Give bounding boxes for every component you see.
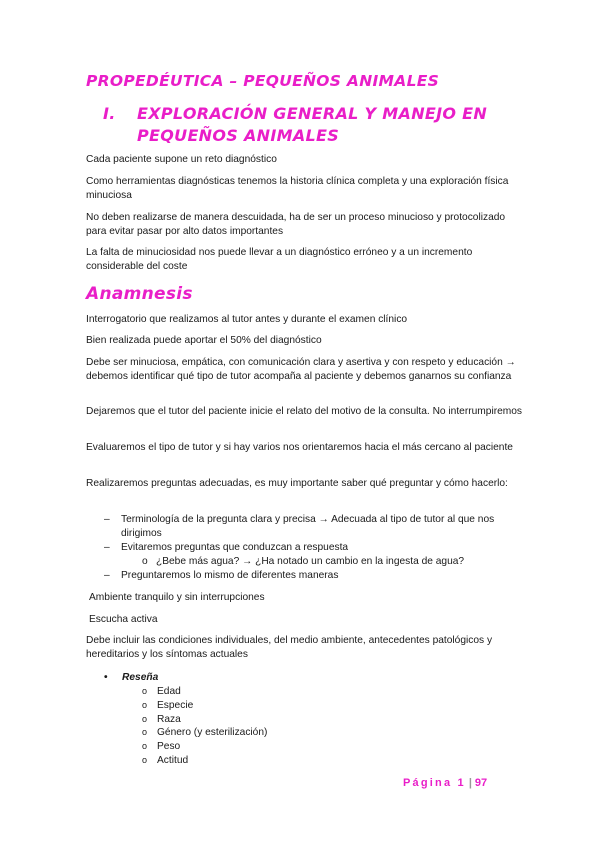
anamnesis-paragraph: Interrogatorio que realizamos al tutor antes y durante el examen clínico	[86, 314, 408, 325]
anamnesis-paragraph: Evaluaremos el tipo de tutor y si hay varios nos orientaremos hacia el más cercano al paciente	[86, 442, 513, 453]
section-numeral: I.	[103, 104, 116, 123]
dash-marker: –	[104, 542, 110, 553]
anamnesis-paragraph: Bien realizada puede aportar el 50% del diagnóstico	[86, 335, 322, 346]
anamnesis-heading: Anamnesis	[86, 284, 193, 304]
dash-marker: –	[104, 514, 110, 525]
list-item-text: Raza	[157, 713, 181, 725]
page-total: 97	[474, 777, 488, 789]
circle-marker: o	[142, 727, 148, 738]
circle-marker: o	[142, 699, 148, 710]
anamnesis-note: Escucha activa	[89, 614, 158, 625]
question-guidelines-list	[86, 513, 526, 583]
list-item	[86, 513, 526, 541]
list-item	[142, 754, 267, 768]
intro-paragraph: Como herramientas diagnósticas tenemos la historia clínica completa y una exploración física minuciosa	[86, 176, 509, 201]
anamnesis-note: Debe incluir las condiciones individuales, del medio ambiente, antecedentes patológicos y hereditarios y los síntomas actuales	[86, 635, 493, 660]
list-item-text: Edad	[157, 686, 181, 697]
resena-bullet	[104, 672, 158, 683]
footer-separator: |	[468, 777, 472, 789]
list-item	[142, 699, 267, 713]
anamnesis-paragraph: Debe ser minuciosa, empática, con comunicación clara y asertiva y con respeto y educación → debemos identificar qué tipo de tutor acompaña al paciente y debemos ganarnos su confianza	[86, 357, 516, 382]
resena-label: Reseña	[122, 672, 159, 683]
list-item	[86, 555, 526, 569]
list-item	[142, 726, 267, 740]
circle-marker: o	[142, 556, 148, 567]
dash-marker: –	[104, 570, 110, 581]
intro-paragraph: Cada paciente supone un reto diagnóstico	[86, 154, 277, 165]
anamnesis-note: Ambiente tranquilo y sin interrupciones	[89, 592, 265, 603]
page-footer	[403, 777, 487, 789]
list-item	[142, 685, 267, 699]
document-title: PROPEDÉUTICA – PEQUEÑOS ANIMALES	[86, 72, 440, 90]
circle-marker: o	[142, 686, 148, 696]
intro-paragraph: No deben realizarse de manera descuidada, ha de ser un proceso minucioso y protocolizado para evitar pasar por alto datos importantes	[86, 212, 506, 237]
resena-list	[142, 685, 267, 768]
section-title: EXPLORACIÓN GENERAL Y MANEJO EN PEQUEÑOS ANIMALES	[137, 104, 488, 145]
section-heading	[103, 103, 523, 147]
list-item	[86, 569, 526, 583]
circle-marker: o	[142, 713, 148, 724]
intro-paragraph: La falta de minuciosidad nos puede llevar a un diagnóstico erróneo y a un incremento considerable del coste	[86, 247, 473, 272]
list-item-text: Género (y esterilización)	[157, 727, 268, 739]
circle-marker: o	[142, 741, 148, 752]
list-item-text: Especie	[157, 699, 194, 711]
anamnesis-paragraph: Dejaremos que el tutor del paciente inicie el relato del motivo de la consulta. No interrumpiremos	[86, 406, 523, 417]
list-item-text: Actitud	[157, 754, 189, 766]
circle-marker: o	[142, 754, 148, 765]
list-item-text: Peso	[157, 741, 181, 753]
page-number-label: Página 1	[403, 777, 466, 789]
bullet-marker: •	[104, 672, 108, 683]
list-item-text: Evitaremos preguntas que conduzcan a respuesta	[121, 542, 349, 553]
list-item-text: Terminología de la pregunta clara y precisa → Adecuada al tipo de tutor al que nos dirigimos	[121, 514, 495, 539]
list-item	[142, 740, 267, 754]
list-item	[86, 541, 526, 555]
list-item-text: Preguntaremos lo mismo de diferentes maneras	[121, 570, 339, 581]
list-item	[142, 713, 267, 727]
list-item-text: ¿Bebe más agua? → ¿Ha notado un cambio en la ingesta de agua?	[156, 556, 465, 567]
anamnesis-paragraph: Realizaremos preguntas adecuadas, es muy importante saber qué preguntar y cómo hacerlo:	[86, 478, 508, 489]
